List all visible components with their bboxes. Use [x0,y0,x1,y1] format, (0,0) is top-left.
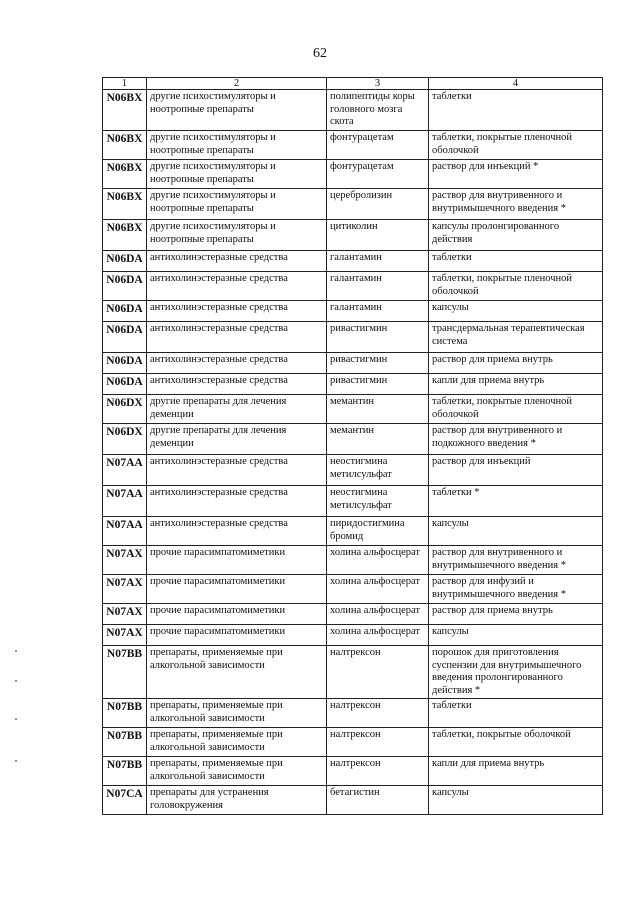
group-cell: другие психостимуляторы и ноотропные препараты [147,90,327,131]
table-row [103,189,603,220]
group-cell: другие препараты для лечения деменции [147,395,327,424]
form-cell: порошок для приготовления суспензии для внутримышечного введения пролонгированного действия * [429,646,603,699]
code-cell: N06DA [103,251,147,272]
group-cell: антихолинэстеразные средства [147,272,327,301]
group-cell: препараты, применяемые при алкогольной зависимости [147,757,327,786]
group-cell: прочие парасимпатомиметики [147,625,327,646]
code-cell: N06DA [103,374,147,395]
substance-cell: холина альфосцерат [327,546,429,575]
substance-cell: налтрексон [327,646,429,699]
page-number: 62 [313,46,327,61]
group-cell: антихолинэстеразные средства [147,301,327,322]
substance-cell: налтрексон [327,728,429,757]
code-cell: N07AX [103,575,147,604]
table-row [103,486,603,517]
form-cell: капсулы [429,625,603,646]
form-cell: таблетки, покрытые оболочкой [429,728,603,757]
form-cell: капсулы [429,786,603,815]
form-cell: раствор для инъекций * [429,160,603,189]
code-cell: N07CA [103,786,147,815]
header-cell: 4 [429,78,603,90]
code-cell: N06BX [103,160,147,189]
code-cell: N06DX [103,424,147,455]
substance-cell: фонтурацетам [327,160,429,189]
form-cell: капли для приема внутрь [429,757,603,786]
form-cell: капли для приема внутрь [429,374,603,395]
group-cell: препараты, применяемые при алкогольной зависимости [147,728,327,757]
group-cell: прочие парасимпатомиметики [147,546,327,575]
table-row [103,625,603,646]
table-row [103,546,603,575]
form-cell: таблетки, покрытые пленочной оболочкой [429,395,603,424]
substance-cell: полипептиды коры головного мозга скота [327,90,429,131]
substance-cell: галантамин [327,272,429,301]
form-cell: раствор для внутривенного и подкожного введения * [429,424,603,455]
table-row [103,424,603,455]
group-cell: антихолинэстеразные средства [147,486,327,517]
table-row [103,786,603,815]
substance-cell: неостигмина метилсульфат [327,455,429,486]
table-row [103,455,603,486]
form-cell: капсулы [429,301,603,322]
group-cell: антихолинэстеразные средства [147,251,327,272]
substance-cell: ривастигмин [327,374,429,395]
group-cell: антихолинэстеразные средства [147,322,327,353]
substance-cell: холина альфосцерат [327,604,429,625]
code-cell: N07BB [103,699,147,728]
group-cell: другие психостимуляторы и ноотропные препараты [147,160,327,189]
substance-cell: мемантин [327,424,429,455]
table-row [103,395,603,424]
table-row [103,220,603,251]
header-cell: 1 [103,78,147,90]
table-row [103,575,603,604]
code-cell: N06DA [103,353,147,374]
group-cell: препараты, применяемые при алкогольной зависимости [147,646,327,699]
group-cell: другие психостимуляторы и ноотропные препараты [147,189,327,220]
code-cell: N06BX [103,220,147,251]
table-row [103,757,603,786]
substance-cell: ривастигмин [327,353,429,374]
code-cell: N07BB [103,646,147,699]
substance-cell: пиридостигмина бромид [327,517,429,546]
group-cell: другие препараты для лечения деменции [147,424,327,455]
form-cell: таблетки, покрытые пленочной оболочкой [429,131,603,160]
substance-cell: налтрексон [327,699,429,728]
group-cell: другие психостимуляторы и ноотропные препараты [147,131,327,160]
group-cell: препараты для устранения головокружения [147,786,327,815]
form-cell: таблетки [429,90,603,131]
form-cell: раствор для приема внутрь [429,604,603,625]
code-cell: N06BX [103,90,147,131]
code-cell: N07AA [103,486,147,517]
code-cell: N06DX [103,395,147,424]
table-header-row [103,78,603,90]
code-cell: N07AA [103,517,147,546]
form-cell: таблетки [429,251,603,272]
group-cell: антихолинэстеразные средства [147,353,327,374]
table-row [103,131,603,160]
form-cell: раствор для инфузий и внутримышечного введения * [429,575,603,604]
substance-cell: холина альфосцерат [327,575,429,604]
form-cell: таблетки * [429,486,603,517]
substance-cell: ривастигмин [327,322,429,353]
scan-marks [15,640,21,790]
group-cell: прочие парасимпатомиметики [147,604,327,625]
form-cell: трансдермальная терапевтическая система [429,322,603,353]
code-cell: N07AX [103,604,147,625]
table-row [103,517,603,546]
table-row [103,374,603,395]
code-cell: N07BB [103,757,147,786]
group-cell: антихолинэстеразные средства [147,455,327,486]
substance-cell: бетагистин [327,786,429,815]
form-cell: раствор для внутривенного и внутримышечного введения * [429,189,603,220]
substance-cell: фонтурацетам [327,131,429,160]
form-cell: раствор для внутривенного и внутримышечного введения * [429,546,603,575]
form-cell: раствор для инъекций [429,455,603,486]
drug-table [102,77,603,815]
code-cell: N06DA [103,322,147,353]
code-cell: N07AX [103,625,147,646]
table-row [103,322,603,353]
table-row [103,646,603,699]
group-cell: антихолинэстеразные средства [147,374,327,395]
header-cell: 3 [327,78,429,90]
code-cell: N06BX [103,131,147,160]
table-row [103,728,603,757]
group-cell: антихолинэстеразные средства [147,517,327,546]
code-cell: N06BX [103,189,147,220]
code-cell: N06DA [103,301,147,322]
code-cell: N07BB [103,728,147,757]
form-cell: капсулы [429,517,603,546]
form-cell: таблетки [429,699,603,728]
table-row [103,251,603,272]
form-cell: раствор для приема внутрь [429,353,603,374]
table-row [103,604,603,625]
form-cell: таблетки, покрытые пленочной оболочкой [429,272,603,301]
substance-cell: галантамин [327,251,429,272]
substance-cell: холина альфосцерат [327,625,429,646]
table-row [103,699,603,728]
group-cell: прочие парасимпатомиметики [147,575,327,604]
form-cell: капсулы пролонгированного действия [429,220,603,251]
table-row [103,160,603,189]
substance-cell: церебролизин [327,189,429,220]
group-cell: препараты, применяемые при алкогольной зависимости [147,699,327,728]
group-cell: другие психостимуляторы и ноотропные препараты [147,220,327,251]
code-cell: N06DA [103,272,147,301]
table-row [103,301,603,322]
substance-cell: галантамин [327,301,429,322]
code-cell: N07AA [103,455,147,486]
substance-cell: мемантин [327,395,429,424]
substance-cell: налтрексон [327,757,429,786]
table-row [103,353,603,374]
table-row [103,272,603,301]
substance-cell: цитиколин [327,220,429,251]
substance-cell: неостигмина метилсульфат [327,486,429,517]
header-cell: 2 [147,78,327,90]
code-cell: N07AX [103,546,147,575]
table-row [103,90,603,131]
